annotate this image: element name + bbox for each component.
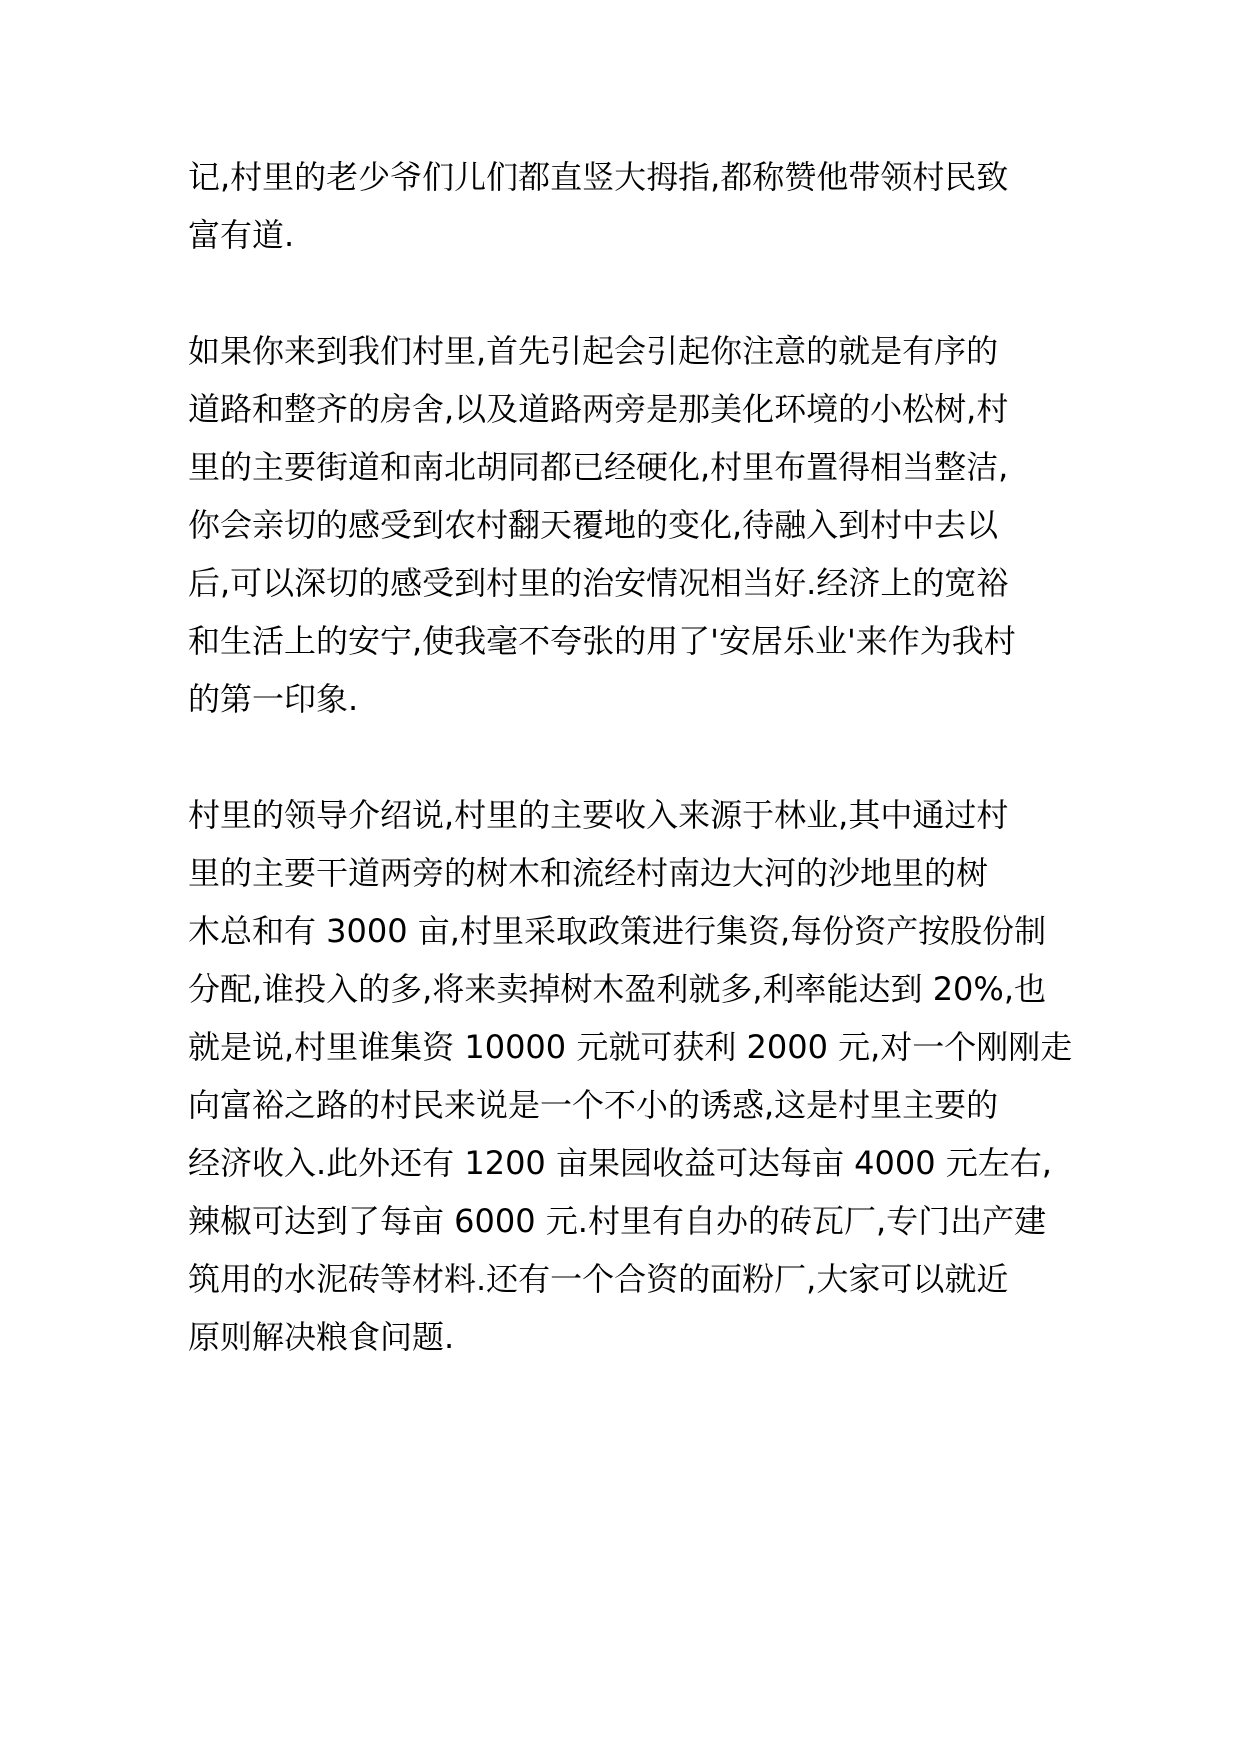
paragraph-3-line-4: 分配,谁投入的多,将来卖掉树木盈利就多,利率能达到 20%,也 — [188, 970, 1046, 1008]
paragraph-2-line-5: 后,可以深切的感受到村里的治安情况相当好.经济上的宽裕 — [188, 564, 1009, 602]
paragraph-2-line-3: 里的主要街道和南北胡同都已经硬化,村里布置得相当整洁, — [188, 448, 1009, 486]
paragraph-2-line-4: 你会亲切的感受到农村翻天覆地的变化,待融入到村中去以 — [188, 506, 999, 544]
paragraph-2-line-2: 道路和整齐的房舍,以及道路两旁是那美化环境的小松树,村 — [188, 390, 1009, 428]
paragraph-3-line-9: 筑用的水泥砖等材料.还有一个合资的面粉厂,大家可以就近 — [188, 1260, 1009, 1298]
paragraph-3-line-3: 木总和有 3000 亩,村里采取政策进行集资,每份资产按股份制 — [188, 912, 1047, 950]
paragraph-1-line-1: 记,村里的老少爷们儿们都直竖大拇指,都称赞他带领村民致 — [188, 158, 1009, 196]
paragraph-2-line-7: 的第一印象. — [188, 680, 359, 718]
paragraph-3-line-1: 村里的领导介绍说,村里的主要收入来源于林业,其中通过村 — [188, 796, 1009, 834]
paragraph-3-line-8: 辣椒可达到了每亩 6000 元.村里有自办的砖瓦厂,专门出产建 — [188, 1202, 1047, 1240]
paragraph-2-line-1: 如果你来到我们村里,首先引起会引起你注意的就是有序的 — [188, 332, 999, 370]
paragraph-3-line-10: 原则解决粮食问题. — [188, 1318, 455, 1356]
paragraph-3-line-2: 里的主要干道两旁的树木和流经村南边大河的沙地里的树 — [188, 854, 989, 892]
paragraph-3-line-5: 就是说,村里谁集资 10000 元就可获利 2000 元,对一个刚刚走 — [188, 1028, 1073, 1066]
paragraph-3-line-6: 向富裕之路的村民来说是一个不小的诱惑,这是村里主要的 — [188, 1086, 999, 1124]
paragraph-1-line-2: 富有道. — [188, 216, 295, 254]
paragraph-3-line-7: 经济收入.此外还有 1200 亩果园收益可达每亩 4000 元左右, — [188, 1144, 1052, 1182]
paragraph-2-line-6: 和生活上的安宁,使我毫不夸张的用了'安居乐业'来作为我村 — [188, 622, 1016, 660]
